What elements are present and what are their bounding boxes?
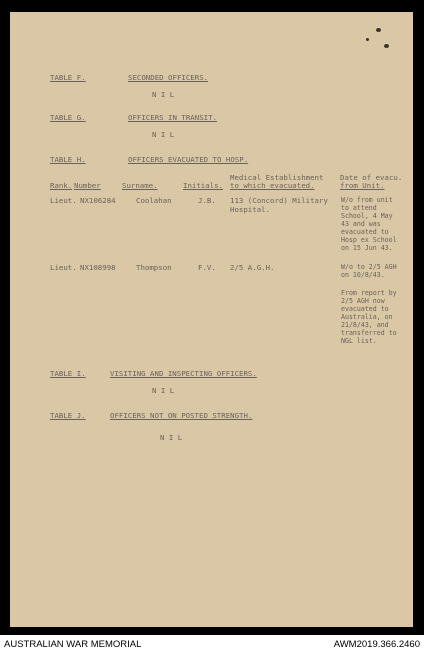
header-rank: Rank.	[50, 181, 73, 190]
table-f-title: SECONDED OFFICERS.	[128, 73, 209, 82]
header-med-line1: Medical Establishment	[230, 173, 324, 182]
row2-date-line: From report by	[341, 289, 397, 297]
row1-date-line: School, 4 May	[341, 212, 393, 220]
table-j-label: TABLE J.	[50, 411, 86, 420]
table-g-label: TABLE G.	[50, 113, 86, 122]
row2-surname: Thompson	[136, 263, 172, 272]
row1-date-line: Hosp ex School	[341, 236, 397, 244]
header-number: Number	[74, 181, 101, 190]
footer-source: AUSTRALIAN WAR MEMORIAL	[4, 639, 142, 650]
row2-date-line: NGL list.	[341, 337, 377, 345]
row1-rank: Lieut.	[50, 196, 77, 205]
footer-id: AWM2019.366.2460	[333, 639, 420, 650]
row2-date-line: on 10/8/43.	[341, 271, 385, 279]
row2-date-line: Australia, on	[341, 313, 393, 321]
row2-med-line1: 2/5 A.G.H.	[230, 263, 275, 272]
table-f-content: N I L	[152, 90, 175, 99]
row2-date-line: 2/5 AGH now	[341, 297, 385, 305]
table-i-title: VISITING AND INSPECTING OFFICERS.	[110, 369, 257, 378]
row1-date-line: W/o from unit	[341, 196, 393, 204]
table-i-label: TABLE I.	[50, 369, 86, 378]
table-j-content: N I L	[160, 433, 183, 442]
header-med-line2: to which evacuated.	[230, 181, 315, 190]
row2-date-line: evacuated to	[341, 305, 389, 313]
table-g-title: OFFICERS IN TRANSIT.	[128, 113, 217, 122]
table-i-content: N I L	[152, 386, 175, 395]
row1-number: NX106284	[80, 196, 116, 205]
row1-date-line: evacuated to	[341, 228, 389, 236]
table-j-title: OFFICERS NOT ON POSTED STRENGTH.	[110, 411, 253, 420]
footer-bar	[0, 635, 424, 653]
header-date-line1: Date of evacu.	[340, 173, 403, 182]
table-h-title: OFFICERS EVACUATED TO HOSP.	[128, 155, 249, 164]
paper-mark	[384, 44, 389, 48]
row2-date-line: W/o to 2/5 AGH	[341, 263, 397, 271]
table-g-content: N I L	[152, 130, 175, 139]
table-f-label: TABLE F.	[50, 73, 86, 82]
row2-rank: Lieut.	[50, 263, 77, 272]
header-surname: Surname.	[122, 181, 158, 190]
paper-mark	[376, 28, 381, 32]
paper-mark	[366, 38, 369, 41]
row1-date-line: to attend	[341, 204, 377, 212]
header-date-line2: from Unit.	[340, 181, 385, 190]
table-h-label: TABLE H.	[50, 155, 86, 164]
row1-med-line1: 113 (Concord) Military	[230, 196, 328, 205]
row2-date-line: transferred to	[341, 329, 397, 337]
row1-date-line: 43 and was	[341, 220, 381, 228]
row1-initials: J.B.	[198, 196, 216, 205]
document-page	[10, 12, 413, 627]
row1-surname: Coolahan	[136, 196, 172, 205]
row1-med-line2: Hospital.	[230, 205, 271, 214]
row2-date-line: 21/8/43, and	[341, 321, 389, 329]
row2-initials: F.V.	[198, 263, 216, 272]
header-initials: Initials.	[183, 181, 224, 190]
row1-date-line: on 15 Jun 43.	[341, 244, 393, 252]
row2-number: NX108998	[80, 263, 116, 272]
